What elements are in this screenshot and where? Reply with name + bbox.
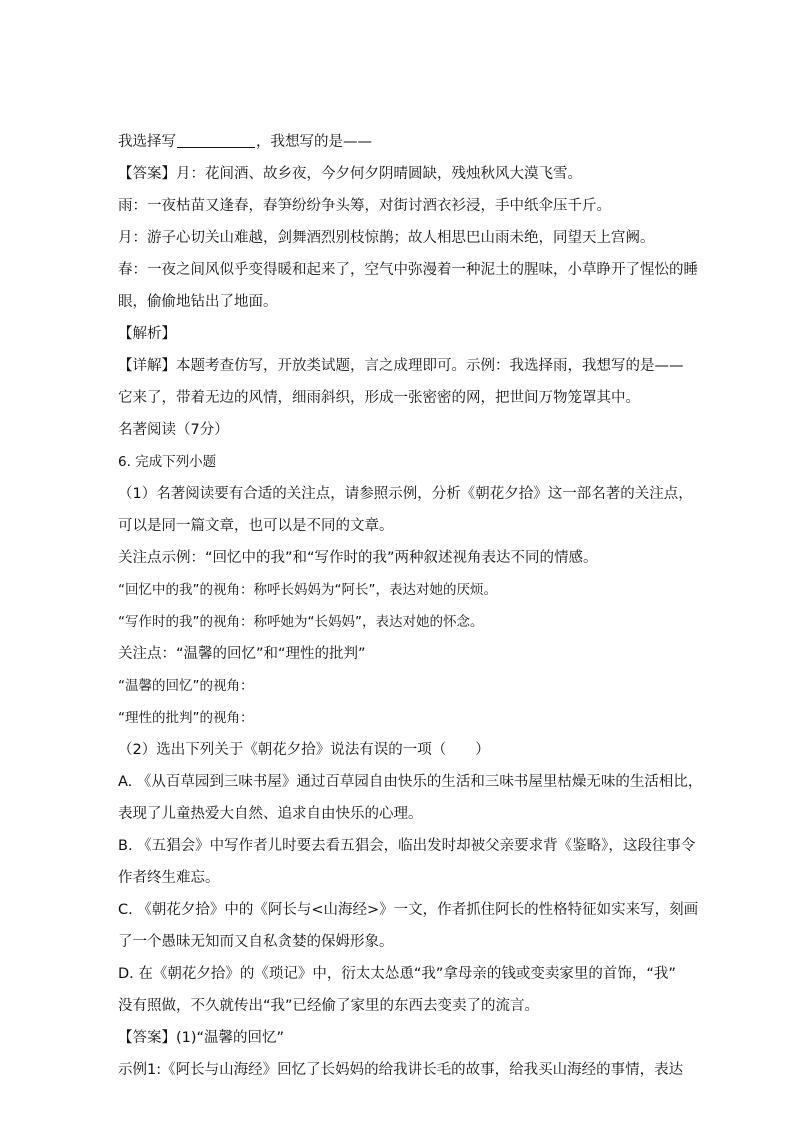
text-line: 示例1:《阿长与山海经》回忆了长妈妈的给我讲长毛的故事，给我买山海经的事情，表达 — [118, 1062, 684, 1078]
text-line: 雨：一夜枯苗又逢春，春笋纷纷争头筹，对街讨酒衣衫浸，手中纸伞压千斤。 — [118, 198, 611, 214]
text-line: 月：游子心切关山难越，剑舞酒烈别枝惊鹊；故人相思巴山雨未绝，同望天上宫阙。 — [118, 230, 655, 246]
answer-prompt-line — [118, 132, 678, 152]
question-number: 6. 完成下列小题 — [118, 454, 217, 470]
text-line: “温馨的回忆”的视角： — [118, 678, 254, 694]
text-line: 眼，偷偷地钻出了地面。 — [118, 294, 278, 310]
text-line: 它来了，带着无边的风情，细雨斜织，形成一张密密的网，把世间万物笼罩其中。 — [118, 390, 640, 406]
option-d-continued: 没有照做，不久就传出“我”已经偷了家里的东西去变卖了的流言。 — [118, 998, 540, 1014]
text-line: 关注点示例：“回忆中的我”和“写作时的我”两种叙述视角表达不同的情感。 — [118, 550, 598, 566]
option-c: C. 《朝花夕拾》中的《阿长与<山海经>》一文，作者抓住阿长的性格特征如实来写，刻画 — [118, 902, 699, 918]
text-line: 【详解】本题考查仿写，开放类试题，言之成理即可。示例：我选择雨，我想写的是—— — [118, 358, 684, 374]
prompt-suffix: ，我想写的是—— — [256, 134, 372, 150]
option-b-continued: 作者终生难忘。 — [118, 870, 220, 886]
option-b: B. 《五猖会》中写作者儿时要去看五猖会，临出发时却被父亲要求背《鉴略》，这段往事令 — [118, 838, 696, 854]
text-line: （1）名著阅读要有合适的关注点，请参照示例，分析《朝花夕拾》这一部名著的关注点， — [118, 486, 693, 502]
prompt-prefix: 我选择写 — [118, 134, 176, 150]
text-line: 可以是同一篇文章，也可以是不同的文章。 — [118, 518, 394, 534]
answer-line: 【答案】月：花间酒、故乡夜，今夕何夕阴晴圆缺，残烛秋风大漠飞雪。 — [118, 166, 582, 182]
option-d: D. 在《朝花夕拾》的《琐记》中，衍太太怂恿“我”拿母亲的钱或变卖家里的首饰，“我” — [118, 966, 676, 982]
answer-line: 【答案】(1)“温馨的回忆” — [118, 1030, 285, 1046]
fill-in-blank[interactable] — [177, 133, 255, 148]
question-stem: （2）选出下列关于《朝花夕拾》说法有误的一项（ ） — [118, 742, 490, 758]
text-line: “写作时的我”的视角：称呼她为“长妈妈”，表达对她的怀念。 — [118, 614, 484, 630]
text-line: 春：一夜之间风似乎变得暖和起来了，空气中弥漫着一种泥土的腥味，小草睁开了惺忪的睡 — [118, 262, 698, 278]
text-line: 关注点：“温馨的回忆”和“理性的批判” — [118, 646, 366, 662]
text-line: “理性的批判”的视角： — [118, 710, 254, 726]
option-a-continued: 表现了儿童热爱大自然、追求自由快乐的心理。 — [118, 806, 423, 822]
section-heading: 名著阅读（7分） — [118, 422, 229, 438]
option-c-continued: 了一个愚昧无知而又自私贪婪的保姆形象。 — [118, 934, 394, 950]
option-a: A. 《从百草园到三味书屋》通过百草园自由快乐的生活和三味书屋里枯燥无味的生活相比， — [118, 774, 703, 790]
text-line: “回忆中的我”的视角：称呼长妈妈为“阿长”，表达对她的厌烦。 — [118, 582, 497, 598]
section-heading: 【解析】 — [118, 326, 176, 342]
